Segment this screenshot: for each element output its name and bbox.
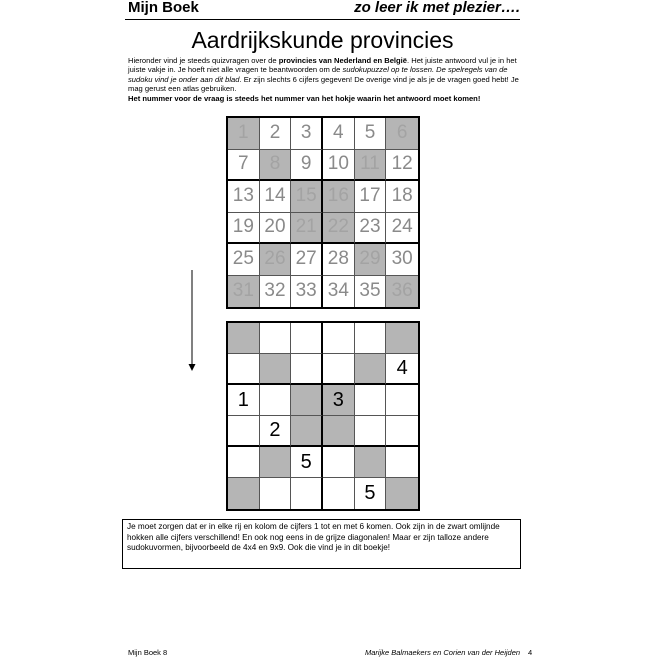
header-divider — [125, 19, 520, 20]
footer-left: Mijn Boek 8 — [128, 648, 168, 657]
numbered-cell: 15 — [291, 181, 323, 213]
sudoku-cell[interactable]: 1 — [228, 385, 260, 416]
numbered-cell: 1 — [228, 118, 260, 150]
sudoku-cell[interactable] — [355, 416, 387, 447]
numbered-cell: 10 — [323, 150, 355, 182]
numbered-cell: 5 — [355, 118, 387, 150]
sudoku-cell[interactable] — [291, 416, 323, 447]
numbered-cell: 7 — [228, 150, 260, 182]
intro-p2: Het nummer voor de vraag is steeds het nummer van het hokje waarin het antwoord moet komen! — [128, 93, 481, 103]
sudoku-cell[interactable] — [260, 447, 292, 478]
numbered-cell: 35 — [355, 276, 387, 308]
sudoku-cell[interactable] — [323, 323, 355, 354]
sudoku-cell[interactable] — [228, 323, 260, 354]
intro-paragraph-2 — [128, 94, 520, 103]
sudoku-cell[interactable] — [228, 354, 260, 385]
numbered-cell: 28 — [323, 244, 355, 276]
intro-p1-d: sudokupuzzel op te lossen. De spelregels van de sudoku vind je onder aan dit blad — [128, 65, 508, 84]
sudoku-grid — [226, 321, 420, 511]
sudoku-cell[interactable] — [291, 478, 323, 509]
numbered-cell: 26 — [260, 244, 292, 276]
sudoku-cell[interactable] — [260, 478, 292, 509]
sudoku-cell[interactable] — [386, 447, 418, 478]
sudoku-cell[interactable] — [355, 323, 387, 354]
page-title: Aardrijkskunde provincies — [191, 27, 454, 53]
sudoku-cell[interactable]: 4 — [386, 354, 418, 385]
numbered-cell: 18 — [386, 181, 418, 213]
sudoku-cell[interactable] — [228, 478, 260, 509]
numbered-cell: 6 — [386, 118, 418, 150]
sudoku-cell[interactable] — [323, 354, 355, 385]
sudoku-cell[interactable]: 5 — [291, 447, 323, 478]
down-arrow-icon — [188, 270, 196, 372]
numbered-cell: 12 — [386, 150, 418, 182]
page-number: 4 — [528, 648, 533, 657]
sudoku-cell[interactable] — [323, 416, 355, 447]
sudoku-cell[interactable] — [386, 323, 418, 354]
numbered-cell: 14 — [260, 181, 292, 213]
numbered-cell: 23 — [355, 213, 387, 245]
numbered-cell: 3 — [291, 118, 323, 150]
sudoku-cell[interactable]: 2 — [260, 416, 292, 447]
sudoku-cell[interactable]: 5 — [355, 478, 387, 509]
sudoku-cell[interactable] — [228, 416, 260, 447]
numbered-cell: 20 — [260, 213, 292, 245]
numbered-cell: 8 — [260, 150, 292, 182]
numbered-cell: 2 — [260, 118, 292, 150]
sudoku-cell[interactable] — [323, 478, 355, 509]
sudoku-cell[interactable] — [260, 385, 292, 416]
intro-text — [128, 56, 520, 103]
sudoku-cell[interactable] — [260, 354, 292, 385]
sudoku-cell[interactable] — [386, 385, 418, 416]
numbered-grid — [226, 116, 420, 309]
numbered-cell: 9 — [291, 150, 323, 182]
sudoku-cell[interactable] — [386, 416, 418, 447]
numbered-cell: 19 — [228, 213, 260, 245]
numbered-cell: 32 — [260, 276, 292, 308]
intro-paragraph-1 — [128, 56, 520, 94]
numbered-cell: 31 — [228, 276, 260, 308]
sudoku-cell[interactable] — [291, 385, 323, 416]
numbered-cell: 36 — [386, 276, 418, 308]
numbered-cell: 33 — [291, 276, 323, 308]
intro-p1-a: Hieronder vind je steeds quizvragen over de — [128, 56, 279, 65]
footer-authors: Marijke Balmaekers en Corien van der Heijden — [365, 648, 521, 657]
sudoku-cell[interactable] — [355, 354, 387, 385]
sudoku-cell[interactable]: 3 — [323, 385, 355, 416]
numbered-cell: 16 — [323, 181, 355, 213]
header-left: Mijn Boek — [128, 0, 199, 16]
numbered-cell: 29 — [355, 244, 387, 276]
sudoku-cell[interactable] — [228, 447, 260, 478]
numbered-cell: 25 — [228, 244, 260, 276]
header-right: zo leer ik met plezier…. — [354, 0, 520, 16]
numbered-cell: 24 — [386, 213, 418, 245]
numbered-cell: 30 — [386, 244, 418, 276]
sudoku-cell[interactable] — [355, 385, 387, 416]
numbered-cell: 4 — [323, 118, 355, 150]
numbered-cell: 17 — [355, 181, 387, 213]
numbered-cell: 27 — [291, 244, 323, 276]
intro-p1-b: provincies van Nederland en België — [278, 56, 407, 65]
sudoku-cell[interactable] — [386, 478, 418, 509]
numbered-cell: 13 — [228, 181, 260, 213]
sudoku-cell[interactable] — [260, 323, 292, 354]
intro-p1-c: . Het juiste antwoord vul je in het juiste vakje in. Je hoeft niet alle vragen te beantwoorden om de — [128, 56, 517, 75]
intro-p1-e: . Er zijn slechts 6 cijfers gegeven! De overige vind je als je de vragen goed hebt! Je mag gerust een atlas gebruiken. — [128, 74, 519, 94]
numbered-cell: 11 — [355, 150, 387, 182]
numbered-cell: 34 — [323, 276, 355, 308]
sudoku-cell[interactable] — [355, 447, 387, 478]
sudoku-cell[interactable] — [291, 354, 323, 385]
numbered-cell: 21 — [291, 213, 323, 245]
sudoku-cell[interactable] — [291, 323, 323, 354]
sudoku-cell[interactable] — [323, 447, 355, 478]
rules-note: Je moet zorgen dat er in elke rij en kolom de cijfers 1 tot en met 6 komen. Ook zijn in de zwart omlijnde hokken alle cijfers verschillend! En ook nog eens in de grijze diagonalen! Maar er zijn talloze andere sudokuvormen, bijvoorbeeld de 4x4 en 9x9. Ook die vind je in dit boekje! — [122, 519, 521, 569]
numbered-cell: 22 — [323, 213, 355, 245]
